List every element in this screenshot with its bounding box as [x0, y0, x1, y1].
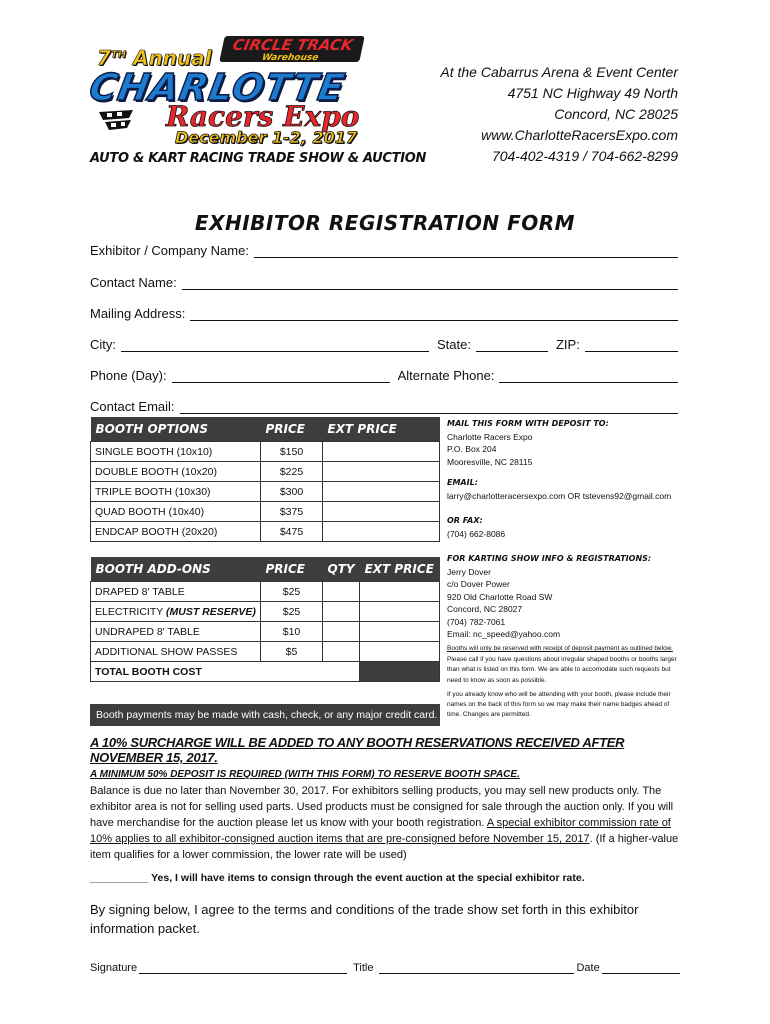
logo-date: December 1-2, 2017 — [175, 128, 357, 147]
ext-price-cell[interactable] — [323, 442, 440, 462]
mailing-address-field[interactable]: Mailing Address: — [90, 301, 678, 321]
contact-name-field[interactable]: Contact Name: — [90, 270, 678, 290]
table-row: TRIPLE BOOTH (10x30) $300 — [91, 482, 440, 502]
form-title: EXHIBITOR REGISTRATION FORM — [194, 211, 576, 235]
company-name-field[interactable]: Exhibitor / Company Name: — [90, 238, 678, 258]
qty-cell[interactable] — [323, 622, 360, 642]
phone-row: Phone (Day): Alternate Phone: — [90, 363, 678, 383]
ext-price-cell[interactable] — [323, 462, 440, 482]
table-row: UNDRAPED 8' TABLE $10 — [91, 622, 440, 642]
address-line: Concord, NC 28025 — [554, 106, 678, 122]
column-header: BOOTH OPTIONS — [91, 417, 261, 442]
phone-numbers: 704-402-4319 / 704-662-8299 — [491, 148, 678, 164]
logo-annual: 7TH Annual — [97, 46, 212, 70]
email-section: EMAIL: larry@charlotteracersexpo.com OR tstevens92@gmail.com — [447, 478, 672, 501]
logo-circle-track: CIRCLE TRACK Warehouse — [219, 36, 365, 62]
logo-charlotte: CHARLOTTE — [86, 66, 349, 109]
fax-section: OR FAX: (704) 662-8086 — [447, 516, 506, 539]
date-field[interactable] — [602, 963, 680, 974]
contact-email-field[interactable]: Contact Email: — [90, 394, 678, 414]
venue-address — [440, 62, 678, 167]
address-line: At the Cabarrus Arena & Event Center — [440, 64, 678, 80]
consign-checkbox-line[interactable]: __________ Yes, I will have items to consign through the event auction at the special exhibitor rate. — [90, 872, 585, 884]
state-field[interactable] — [476, 337, 548, 352]
booth-reservation-note: Booths will only be reserved with receipt of deposit payment as outlined below. Please call if you have questions about irregular shaped booths or booths larger than what is listed on this form. We are able to accomodate such requests but need to know as soon as possible. — [447, 645, 677, 684]
qty-cell[interactable] — [323, 582, 360, 602]
email-link[interactable]: larry@charlotteracersexpo.com OR tstevens92@gmail.com — [447, 490, 672, 501]
terms-text: A MINIMUM 50% DEPOSIT IS REQUIRED (WITH THIS FORM) TO RESERVE BOOTH SPACE. Balance is due no later than November 30, 2017. For exhibitors selling products, you may sell new products only. The exhibitor area is not for selling used parts. Used products must be consigned for sale through the auction only. If you will have merchandise for the auction please let us know with your booth registration. A special exhibitor commission rate of 10% applies to all exhibitor-consigned auction items that are pre-consigned before November 15, 2017. (If a higher-value item qualifies for a lower commission, the lower rate will be used) — [90, 769, 679, 861]
column-header: BOOTH ADD-ONS — [91, 557, 261, 582]
column-header: EXT PRICE — [360, 557, 440, 582]
ext-price-cell[interactable] — [360, 622, 440, 642]
ext-price-cell[interactable] — [360, 602, 440, 622]
total-row: TOTAL BOOTH COST — [91, 662, 440, 682]
ext-price-cell[interactable] — [323, 502, 440, 522]
qty-cell[interactable] — [323, 642, 360, 662]
table-row: SINGLE BOOTH (10x10) $150 — [91, 442, 440, 462]
website: www.CharlotteRacersExpo.com — [481, 127, 678, 143]
qty-cell[interactable] — [323, 602, 360, 622]
ext-price-cell[interactable] — [360, 642, 440, 662]
table-row: ELECTRICITY (MUST RESERVE) $25 — [91, 602, 440, 622]
ext-price-cell[interactable] — [323, 522, 440, 542]
attendee-names-note: If you already know who will be attending with your booth, please include their names on the back of this form so we may make their name badges ahead of time. Changes are permitted. — [447, 691, 671, 718]
payment-note: Booth payments may be made with cash, check, or any major credit card. — [90, 704, 440, 726]
surcharge-notice: A 10% SURCHARGE WILL BE ADDED TO ANY BOOTH RESERVATIONS RECEIVED AFTER NOVEMBER 15, 2017. — [90, 735, 625, 765]
karting-email[interactable]: Email: nc_speed@yahoo.com — [447, 629, 561, 639]
zip-field[interactable] — [585, 337, 678, 352]
table-row: DRAPED 8' TABLE $25 — [91, 582, 440, 602]
table-row: QUAD BOOTH (10x40) $375 — [91, 502, 440, 522]
booth-options-table — [90, 417, 440, 542]
tagline: AUTO & KART RACING TRADE SHOW & AUCTION — [90, 151, 427, 166]
signature-row: Signature Title Date — [90, 962, 680, 974]
table-row: DOUBLE BOOTH (10x20) $225 — [91, 462, 440, 482]
address-line: 4751 NC Highway 49 North — [507, 85, 678, 101]
agreement-statement: By signing below, I agree to the terms and conditions of the trade show set forth in this exhibitor information packet. — [90, 902, 639, 936]
mail-section: MAIL THIS FORM WITH DEPOSIT TO: Charlotte Racers Expo P.O. Box 204 Mooresville, NC 28115 — [447, 419, 609, 467]
total-cell[interactable] — [360, 662, 440, 682]
ext-price-cell[interactable] — [360, 582, 440, 602]
signature-field[interactable] — [139, 963, 347, 974]
checkered-flag-icon — [99, 110, 157, 130]
ext-price-cell[interactable] — [323, 482, 440, 502]
column-header: PRICE — [261, 417, 323, 442]
day-phone-field[interactable] — [172, 368, 390, 383]
column-header: QTY — [323, 557, 360, 582]
karting-section: FOR KARTING SHOW INFO & REGISTRATIONS: Jerry Dover c/o Dover Power 920 Old Charlotte Road SW Concord, NC 28027 (704) 782-7061 Email: nc_speed@yahoo.com — [447, 553, 687, 641]
city-state-zip-row: City: State: ZIP: — [90, 332, 678, 352]
table-row: ADDITIONAL SHOW PASSES $5 — [91, 642, 440, 662]
booth-addons-table — [90, 557, 440, 682]
alternate-phone-field[interactable] — [499, 368, 678, 383]
logo-racers-expo: Racers Expo — [166, 100, 360, 133]
column-header: EXT PRICE — [323, 417, 440, 442]
city-field[interactable] — [121, 337, 429, 352]
table-row: ENDCAP BOOTH (20x20) $475 — [91, 522, 440, 542]
title-field[interactable] — [379, 963, 574, 974]
column-header: PRICE — [261, 557, 323, 582]
